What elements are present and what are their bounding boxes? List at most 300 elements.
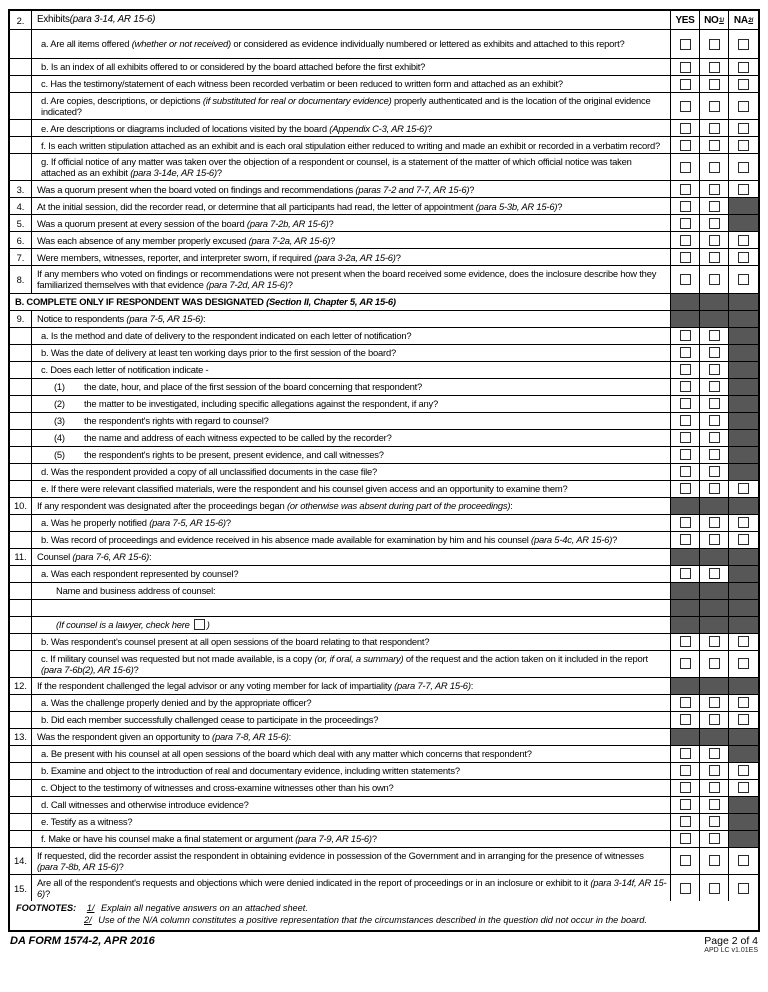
item-number: [10, 831, 32, 847]
item-number: [10, 137, 32, 153]
no-cell-disabled: [700, 311, 729, 327]
item-number: [10, 154, 32, 180]
no-checkbox[interactable]: [709, 765, 720, 776]
na-cell-disabled: [729, 617, 758, 633]
yes-cell-disabled: [671, 311, 700, 327]
no-cell: [700, 76, 729, 92]
yes-checkbox[interactable]: [680, 79, 691, 90]
na-cell-disabled: [729, 600, 758, 616]
no-checkbox[interactable]: [709, 140, 720, 151]
yes-checkbox[interactable]: [680, 782, 691, 793]
question-text: Counsel (para 7-6, AR 15-6):: [32, 549, 671, 565]
item-number: 11.: [10, 549, 32, 565]
yes-checkbox[interactable]: [680, 347, 691, 358]
question-text: a. Was the challenge properly denied and by the appropriate officer?: [32, 695, 671, 711]
item-number: [10, 712, 32, 728]
page-number: Page 2 of 4: [704, 935, 758, 948]
yes-cell: [671, 814, 700, 830]
yes-checkbox[interactable]: [680, 483, 691, 494]
na-checkbox[interactable]: [738, 855, 749, 866]
question-text: (3) the respondent's rights with regard to counsel?: [32, 413, 671, 429]
no-checkbox[interactable]: [709, 235, 720, 246]
row-13f: [10, 831, 758, 848]
na-cell: [729, 712, 758, 728]
no-checkbox[interactable]: [709, 381, 720, 392]
no-checkbox[interactable]: [709, 347, 720, 358]
lawyer-checkbox[interactable]: [194, 619, 205, 630]
question-text: Are all of the respondent's requests and objections which were denied indicated in the report of proceedings or in an inclosure or exhibit to it (para 3-14f, AR 15-6)?: [32, 875, 671, 901]
no-cell: [700, 780, 729, 796]
no-checkbox[interactable]: [709, 636, 720, 647]
sub-item-prefix: (2): [54, 398, 65, 410]
no-checkbox[interactable]: [709, 483, 720, 494]
yes-checkbox[interactable]: [680, 235, 691, 246]
na-cell: [729, 848, 758, 874]
yes-checkbox[interactable]: [680, 398, 691, 409]
item-number: [10, 447, 32, 463]
no-cell: [700, 651, 729, 677]
na-checkbox[interactable]: [738, 101, 749, 112]
no-cell: [700, 712, 729, 728]
yes-cell-disabled: [671, 678, 700, 694]
na-cell-disabled: [729, 729, 758, 745]
yes-cell-disabled: [671, 617, 700, 633]
no-cell: [700, 266, 729, 292]
footnotes-label: FOOTNOTES:: [16, 903, 77, 914]
na-checkbox[interactable]: [738, 883, 749, 894]
form-version: APD LC v1.01ES: [704, 947, 758, 955]
question-text: a. Be present with his counsel at all open sessions of the board which deal with any matter which concerns that respondent?: [32, 746, 671, 762]
na-cell: [729, 695, 758, 711]
no-checkbox[interactable]: [709, 398, 720, 409]
na-cell: [729, 137, 758, 153]
row-2d: [10, 93, 758, 120]
na-cell-disabled: [729, 430, 758, 446]
footnotes-row: [10, 901, 758, 930]
question-text: (5) the respondent's rights to be present, present evidence, and call witnesses?: [32, 447, 671, 463]
na-cell: [729, 30, 758, 58]
yes-cell-disabled: [671, 583, 700, 599]
question-text: Was each absence of any member properly excused (para 7-2a, AR 15-6)?: [32, 232, 671, 248]
yes-checkbox[interactable]: [680, 816, 691, 827]
na-checkbox[interactable]: [738, 534, 749, 545]
item-number: [10, 583, 32, 599]
row-11a: [10, 566, 758, 583]
question-text: Was a quorum present when the board voted on findings and recommendations (paras 7-2 and 7-7, AR 15-6)?: [32, 181, 671, 197]
row-2a: [10, 30, 758, 59]
no-checkbox[interactable]: [709, 658, 720, 669]
question-text: If any members who voted on findings or recommendations were not present when the board received some evidence, does the inclosure describe how they familiarized themselves with that evidence (para 7-2d, AR 15-6)?: [32, 266, 671, 292]
item-number: [10, 481, 32, 497]
yes-cell: [671, 780, 700, 796]
row-10b: [10, 532, 758, 549]
yes-checkbox[interactable]: [680, 39, 691, 50]
item-number: [10, 797, 32, 813]
question-text: g. If official notice of any matter was taken over the objection of a respondent or counsel, is a statement of the matter of which official notice was taken attached as an exhibit (para 3-14e, AR 15-6)?: [32, 154, 671, 180]
yes-checkbox[interactable]: [680, 330, 691, 341]
form-number: DA FORM 1574-2, APR 2016: [10, 935, 155, 948]
yes-checkbox[interactable]: [680, 140, 691, 151]
na-cell: [729, 249, 758, 265]
yes-cell: [671, 532, 700, 548]
section-title: Exhibits (para 3-14, AR 15-6): [32, 11, 671, 29]
yes-checkbox[interactable]: [680, 201, 691, 212]
no-checkbox[interactable]: [709, 449, 720, 460]
yes-checkbox[interactable]: [680, 714, 691, 725]
no-checkbox[interactable]: [709, 330, 720, 341]
no-checkbox[interactable]: [709, 534, 720, 545]
na-cell-disabled: [729, 215, 758, 231]
no-checkbox[interactable]: [709, 415, 720, 426]
na-cell-disabled: [729, 746, 758, 762]
question-text: f. Is each written stipulation attached as an exhibit and is each oral stipulation either reduced to writing and made an exhibit or recorded in a verbatim record?: [32, 137, 671, 153]
question-text: If any respondent was designated after the proceedings began (or otherwise was absent during part of the proceedings):: [32, 498, 671, 514]
na-checkbox[interactable]: [738, 274, 749, 285]
row-13e: [10, 814, 758, 831]
yes-cell-disabled: [671, 498, 700, 514]
item-number: 2.: [10, 11, 32, 29]
yes-checkbox[interactable]: [680, 636, 691, 647]
item-number: [10, 532, 32, 548]
no-cell: [700, 232, 729, 248]
yes-cell: [671, 266, 700, 292]
footnote-2-text: Use of the N/A column constitutes a positive representation that the circumstances described in the question did not occur in the board.: [98, 915, 647, 926]
item-number: [10, 120, 32, 136]
na-label: NA: [733, 14, 748, 26]
na-cell: [729, 154, 758, 180]
yes-checkbox[interactable]: [680, 415, 691, 426]
item-number: 8.: [10, 266, 32, 292]
na-checkbox[interactable]: [738, 714, 749, 725]
na-cell: [729, 59, 758, 75]
na-cell-disabled: [729, 464, 758, 480]
yes-checkbox[interactable]: [680, 274, 691, 285]
yes-checkbox[interactable]: [680, 466, 691, 477]
yes-cell: [671, 831, 700, 847]
yes-cell-disabled: [671, 294, 700, 310]
question-text: Was a quorum present at every session of the board (para 7-2b, AR 15-6)?: [32, 215, 671, 231]
yes-label: YES: [675, 14, 695, 26]
question-text: a. Was he properly notified (para 7-5, AR 15-6)?: [32, 515, 671, 531]
na-cell-disabled: [729, 396, 758, 412]
no-checkbox[interactable]: [709, 466, 720, 477]
item-number: 3.: [10, 181, 32, 197]
no-cell-disabled: [700, 549, 729, 565]
yes-checkbox[interactable]: [680, 799, 691, 810]
no-cell-disabled: [700, 617, 729, 633]
no-cell: [700, 515, 729, 531]
question-text: Name and business address of counsel:: [32, 583, 671, 599]
no-checkbox[interactable]: [709, 568, 720, 579]
no-cell: [700, 181, 729, 197]
yes-checkbox[interactable]: [680, 62, 691, 73]
row-13b: [10, 763, 758, 780]
na-cell: [729, 515, 758, 531]
no-cell: [700, 345, 729, 361]
na-checkbox[interactable]: [738, 184, 749, 195]
item-number: [10, 345, 32, 361]
yes-checkbox[interactable]: [680, 449, 691, 460]
yes-checkbox[interactable]: [680, 833, 691, 844]
na-cell-disabled: [729, 198, 758, 214]
no-checkbox[interactable]: [709, 162, 720, 173]
row-9c1: [10, 379, 758, 396]
yes-cell: [671, 634, 700, 650]
na-checkbox[interactable]: [738, 62, 749, 73]
yes-checkbox[interactable]: [680, 517, 691, 528]
no-cell: [700, 695, 729, 711]
item-number: [10, 651, 32, 677]
no-cell: [700, 634, 729, 650]
na-checkbox[interactable]: [738, 140, 749, 151]
item-number: [10, 362, 32, 378]
item-number: [10, 464, 32, 480]
no-checkbox[interactable]: [709, 697, 720, 708]
yes-checkbox[interactable]: [680, 123, 691, 134]
yes-checkbox[interactable]: [680, 364, 691, 375]
no-label: NO: [704, 14, 719, 26]
col-header-na: [729, 11, 758, 29]
table-header-row: [10, 11, 758, 30]
no-checkbox[interactable]: [709, 39, 720, 50]
no-cell: [700, 59, 729, 75]
yes-checkbox[interactable]: [680, 658, 691, 669]
item-number: 4.: [10, 198, 32, 214]
no-checkbox[interactable]: [709, 432, 720, 443]
yes-checkbox[interactable]: [680, 101, 691, 112]
yes-checkbox[interactable]: [680, 568, 691, 579]
yes-checkbox[interactable]: [680, 883, 691, 894]
question-text: e. Are descriptions or diagrams included of locations visited by the board (Appendix C-3, AR 15-6)?: [32, 120, 671, 136]
row-4: [10, 198, 758, 215]
item-number: [10, 763, 32, 779]
na-checkbox[interactable]: [738, 252, 749, 263]
no-checkbox[interactable]: [709, 184, 720, 195]
question-text: a. Are all items offered (whether or not received) or considered as evidence individually numbered or lettered as exhibits and attached to this report?: [32, 30, 671, 58]
row-2g: [10, 154, 758, 181]
na-checkbox[interactable]: [738, 483, 749, 494]
row-13d: [10, 797, 758, 814]
yes-checkbox[interactable]: [680, 381, 691, 392]
yes-checkbox[interactable]: [680, 432, 691, 443]
no-cell: [700, 413, 729, 429]
no-checkbox[interactable]: [709, 274, 720, 285]
item-number: [10, 413, 32, 429]
row-9c3: [10, 413, 758, 430]
question-text: At the initial session, did the recorder read, or determine that all participants had read, the letter of appointment (para 5-3b, AR 15-6)?: [32, 198, 671, 214]
no-cell: [700, 848, 729, 874]
na-cell-disabled: [729, 797, 758, 813]
yes-cell-disabled: [671, 549, 700, 565]
yes-cell: [671, 396, 700, 412]
na-checkbox[interactable]: [738, 765, 749, 776]
page-footer: [8, 932, 760, 954]
na-cell: [729, 76, 758, 92]
item-number: [10, 634, 32, 650]
yes-cell: [671, 249, 700, 265]
na-cell-disabled: [729, 294, 758, 310]
na-checkbox[interactable]: [738, 517, 749, 528]
sub-item-prefix: (4): [54, 432, 65, 444]
yes-cell: [671, 215, 700, 231]
na-cell-disabled: [729, 413, 758, 429]
question-text: e. Testify as a witness?: [32, 814, 671, 830]
row-2b: [10, 59, 758, 76]
footer-right: [704, 935, 758, 954]
yes-checkbox[interactable]: [680, 765, 691, 776]
na-cell: [729, 875, 758, 901]
no-cell: [700, 362, 729, 378]
yes-cell: [671, 198, 700, 214]
yes-cell: [671, 481, 700, 497]
na-checkbox[interactable]: [738, 39, 749, 50]
yes-cell: [671, 345, 700, 361]
no-checkbox[interactable]: [709, 833, 720, 844]
item-number: 7.: [10, 249, 32, 265]
no-cell: [700, 464, 729, 480]
yes-checkbox[interactable]: [680, 748, 691, 759]
no-checkbox[interactable]: [709, 782, 720, 793]
no-cell: [700, 120, 729, 136]
item-number: 5.: [10, 215, 32, 231]
na-cell: [729, 532, 758, 548]
no-checkbox[interactable]: [709, 799, 720, 810]
no-checkbox[interactable]: [709, 714, 720, 725]
na-cell: [729, 780, 758, 796]
yes-checkbox[interactable]: [680, 534, 691, 545]
na-checkbox[interactable]: [738, 658, 749, 669]
footnote-1: [16, 903, 754, 915]
na-checkbox[interactable]: [738, 636, 749, 647]
footnotes: [10, 901, 758, 930]
row-6: [10, 232, 758, 249]
yes-cell: [671, 875, 700, 901]
question-text: a. Is the method and date of delivery to the respondent indicated on each letter of notification?: [32, 328, 671, 344]
yes-cell: [671, 181, 700, 197]
no-cell-disabled: [700, 583, 729, 599]
yes-cell: [671, 30, 700, 58]
na-cell: [729, 266, 758, 292]
na-cell-disabled: [729, 362, 758, 378]
item-number: [10, 430, 32, 446]
no-checkbox[interactable]: [709, 748, 720, 759]
footnote-2: [84, 915, 754, 927]
no-cell: [700, 154, 729, 180]
question-table-body: [10, 30, 758, 901]
question-text: (If counsel is a lawyer, check here ): [32, 617, 671, 633]
item-number: [10, 814, 32, 830]
question-text: b. Did each member successfully challenged cease to participate in the proceedings?: [32, 712, 671, 728]
no-checkbox[interactable]: [709, 883, 720, 894]
question-text: B. COMPLETE ONLY IF RESPONDENT WAS DESIGNATED (Section II, Chapter 5, AR 15-6): [10, 294, 671, 310]
na-checkbox[interactable]: [738, 123, 749, 134]
row-9a: [10, 328, 758, 345]
yes-cell: [671, 464, 700, 480]
row-8: [10, 266, 758, 293]
no-cell: [700, 137, 729, 153]
no-cell: [700, 447, 729, 463]
na-cell: [729, 481, 758, 497]
row-3: [10, 181, 758, 198]
item-number: [10, 600, 32, 616]
row-2c: [10, 76, 758, 93]
yes-checkbox[interactable]: [680, 218, 691, 229]
na-checkbox[interactable]: [738, 79, 749, 90]
na-cell: [729, 232, 758, 248]
no-cell: [700, 93, 729, 119]
no-checkbox[interactable]: [709, 101, 720, 112]
na-cell-disabled: [729, 498, 758, 514]
no-cell: [700, 215, 729, 231]
question-text: f. Make or have his counsel make a final statement or argument (para 7-9, AR 15-6)?: [32, 831, 671, 847]
no-checkbox[interactable]: [709, 364, 720, 375]
item-number: [10, 617, 32, 633]
na-checkbox[interactable]: [738, 162, 749, 173]
no-cell: [700, 430, 729, 446]
row-12b: [10, 712, 758, 729]
question-text: Were members, witnesses, reporter, and interpreter sworn, if required (para 3-2a, AR 15-6)?: [32, 249, 671, 265]
row-12: [10, 678, 758, 695]
no-cell-disabled: [700, 678, 729, 694]
no-cell: [700, 814, 729, 830]
row-11-lawyer: [10, 617, 758, 634]
row-10: [10, 498, 758, 515]
na-cell-disabled: [729, 379, 758, 395]
yes-cell: [671, 76, 700, 92]
col-header-no: [700, 11, 729, 29]
no-checkbox[interactable]: [709, 62, 720, 73]
question-text: Notice to respondents (para 7-5, AR 15-6):: [32, 311, 671, 327]
yes-cell: [671, 566, 700, 582]
no-cell: [700, 328, 729, 344]
footnote-1-ref: 1/: [86, 903, 95, 914]
yes-cell: [671, 430, 700, 446]
item-number: [10, 59, 32, 75]
yes-checkbox[interactable]: [680, 162, 691, 173]
row-9d: [10, 464, 758, 481]
yes-cell: [671, 712, 700, 728]
yes-checkbox[interactable]: [680, 855, 691, 866]
na-checkbox[interactable]: [738, 235, 749, 246]
question-text: d. Call witnesses and otherwise introduce evidence?: [32, 797, 671, 813]
no-checkbox[interactable]: [709, 252, 720, 263]
yes-checkbox[interactable]: [680, 184, 691, 195]
yes-cell: [671, 447, 700, 463]
no-checkbox[interactable]: [709, 79, 720, 90]
yes-checkbox[interactable]: [680, 252, 691, 263]
row-9c: [10, 362, 758, 379]
question-text: a. Was each respondent represented by counsel?: [32, 566, 671, 582]
no-cell: [700, 763, 729, 779]
yes-cell: [671, 137, 700, 153]
no-checkbox[interactable]: [709, 123, 720, 134]
item-number: [10, 379, 32, 395]
na-cell: [729, 181, 758, 197]
na-checkbox[interactable]: [738, 697, 749, 708]
no-checkbox[interactable]: [709, 855, 720, 866]
item-number: [10, 515, 32, 531]
no-cell: [700, 797, 729, 813]
no-checkbox[interactable]: [709, 517, 720, 528]
na-checkbox[interactable]: [738, 782, 749, 793]
yes-checkbox[interactable]: [680, 697, 691, 708]
sub-item-prefix: (3): [54, 415, 65, 427]
no-checkbox[interactable]: [709, 218, 720, 229]
row-9c2: [10, 396, 758, 413]
no-checkbox[interactable]: [709, 816, 720, 827]
item-number: [10, 30, 32, 58]
no-checkbox[interactable]: [709, 201, 720, 212]
